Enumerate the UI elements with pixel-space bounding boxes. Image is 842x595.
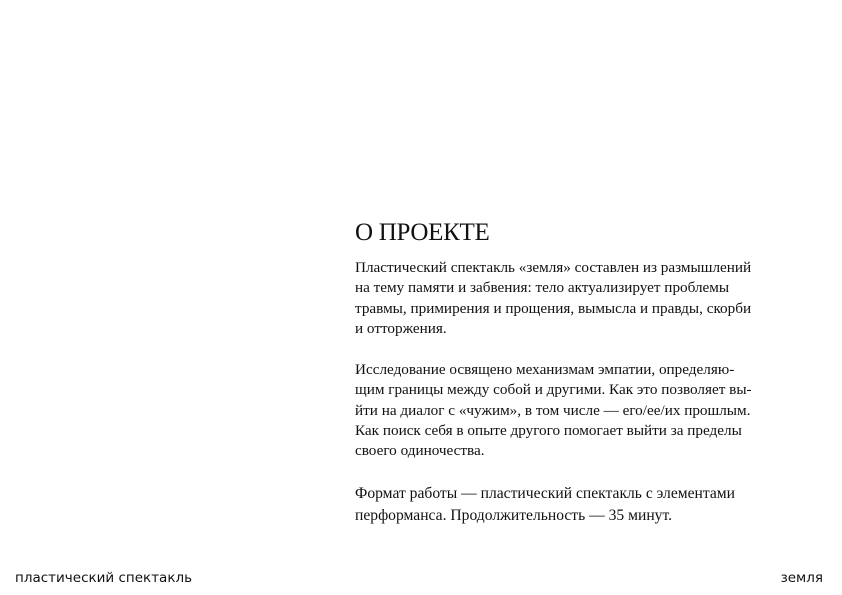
paragraph-line: йти на диалог с «чужим», в том числе — его/ее/их прошлым. — [355, 401, 751, 419]
paragraph-format — [355, 483, 807, 527]
footer-left-label: пластический спектакль — [15, 570, 193, 586]
paragraph-line: на тему памяти и забвения: тело актуализирует проблемы — [355, 279, 730, 297]
paragraph-line: Как поиск себя в опыте другого помогает выйти за пределы — [355, 422, 742, 440]
footer-right-label: земля — [780, 570, 823, 586]
section-title: О ПРОЕКТЕ — [355, 219, 490, 246]
paragraph-line: перформанса. Продолжительность — 35 минут. — [355, 506, 672, 524]
paragraph-line: своего одиночества. — [355, 442, 485, 460]
paragraph-description — [355, 258, 807, 339]
paragraph-line: и отторжения. — [355, 319, 447, 337]
about-section — [355, 218, 807, 548]
paragraph-line: щим границы между собой и другими. Как это позволяет вы- — [355, 381, 752, 399]
paragraph-line: Формат работы — пластический спектакль с элементами — [355, 484, 736, 502]
paragraph-research — [355, 360, 807, 461]
paragraph-line: Исследование освящено механизмам эмпатии, определяю- — [355, 361, 735, 379]
paragraph-line: травмы, примирения и прощения, вымысла и правды, скорби — [355, 299, 752, 317]
paragraph-line: Пластический спектакль «земля» составлен из размышлений — [355, 259, 752, 276]
